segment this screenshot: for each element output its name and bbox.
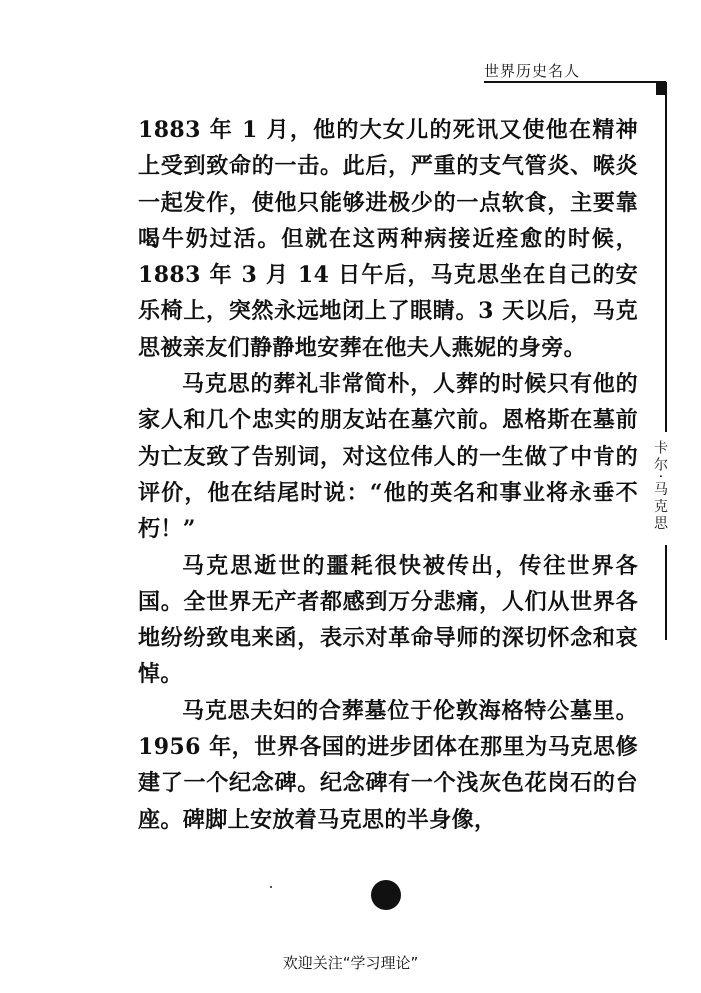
side-rule-top xyxy=(665,82,667,432)
body-text xyxy=(138,112,638,838)
header-rule xyxy=(484,81,666,83)
side-chapter-label: 卡尔·马克思 xyxy=(652,440,668,533)
side-rule-bottom xyxy=(665,545,667,640)
paragraph-3: 马克思逝世的噩耗很快被传出，传往世界各国。全世界无产者都感到万分悲痛，人们从世界各地纷纷致电来函，表示对革命导师的深切怀念和哀悼。 xyxy=(138,552,638,688)
paragraph-2: 马克思的葬礼非常简朴，人葬的时候只有他的家人和几个忠实的朋友站在墓穴前。恩格斯在墓前为亡友致了告别词，对这位伟人的一生做了中肯的评价，他在结尾时说：“他的英名和事业将永垂不朽！” xyxy=(138,371,638,543)
footer-text: 欢迎关注“学习理论” xyxy=(282,954,419,972)
scan-speck xyxy=(270,886,272,888)
paragraph-1: 1883 年 1 月，他的大女儿的死讯又使他在精神上受到致命的一击。此后，严重的支气管炎、喉炎一起发作，使他只能够进极少的一点软食，主要靠喝牛奶过活。但就在这两种病接近痊愈的时候，1883 年 3 月 14 日午后，马克思坐在自己的安乐椅上，突然永远地闭上了眼睛。3 天以后，马克思被亲友们静静地安葬在他夫人燕妮的身旁。 xyxy=(138,117,638,361)
paragraph-4: 马克思夫妇的合葬墓位于伦敦海格特公墓里。1956 年，世界各国的进步团体在那里为马克思修建了一个纪念碑。纪念碑有一个浅灰色花岗石的台座。碑脚上安放着马克思的半身像， xyxy=(138,697,638,833)
running-header-title: 世界历史名人 xyxy=(484,62,581,80)
page-marker-dot xyxy=(371,880,401,910)
